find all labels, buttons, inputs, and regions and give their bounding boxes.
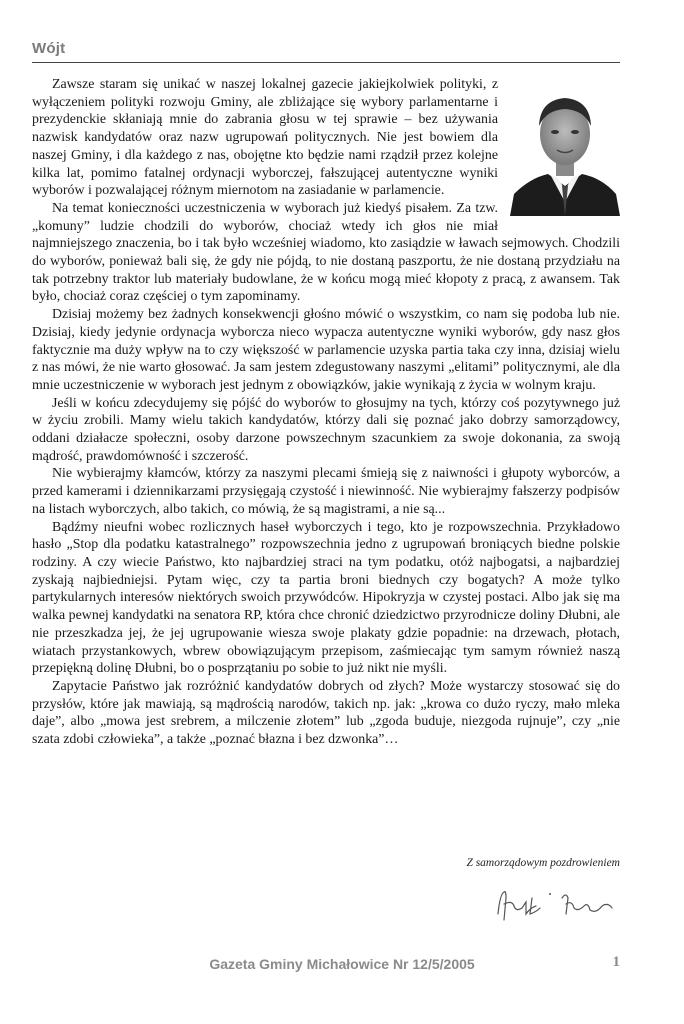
page-number: 1 [612,954,620,970]
signoff-text: Z samorządowym pozdrowieniem [466,857,620,869]
article-paragraph-3: Dzisiaj możemy bez żadnych konsekwencji głośno mówić o wszystkim, co nam się podoba lub nie. Dzisiaj, kiedy jedynie ordynacja wyborcza nieco wypacza autentyczne wyniki wyborów, gdy nasz głos faktycznie ma duży wpływ na to czy większość w parlamencie uzyska partia taka czy inna, dzisiaj wielu z nas mówi, że nie warto głosować. Ja sam jestem zdegustowany naszymi „elitami” politycznymi, ale dla mnie uczestniczenie w wyborach jest jednym z obowiązków, jakie wynikają z życia w wolnym kraju. [32,307,620,393]
article-paragraph-6: Bądźmy nieufni wobec rozlicznych haseł wyborczych i tego, kto je rozpowszechnia. Przykładowo hasło „Stop dla podatku katastralnego” rozpowszechnia jedno z ugrupowań broniących biedne polskie rodziny. A czy wiecie Państwo, kto najbardziej straci na tym podatku, otóż najbogatsi, a najbardziej zyskają najbiedniejsi. Pytam więc, czy ta partia broni biednych czy bogatych? A może tylko partykularnych interesów niektórych swoich przywódców. Hipokryzja w czystej postaci. Albo jak się ma walka pewnej kandydatki na senatora RP, która chce chronić dziedzictwo przyrodnicze doliny Dłubni, ale nie przeszkadza jej, że jej ugrupowanie wiesza swoje plakaty gdzie popadnie: na drzewach, płotach, wiatach przystankowych, wbrew obowiązującym przepisom, zaśmiecając tym samym również naszą przepiękną dolinę Dłubni, bo o posprzątaniu po sobie to już nikt nie myśli. [32,519,620,677]
article-paragraph-7: Zapytacie Państwo jak rozróżnić kandydatów dobrych od złych? Może wystarczy stosować się do przysłów, które jak mawiają, są mądrością narodów, takich np. jak: „krowa co dużo ryczy, mało mleka daje”, albo „mowa jest srebrem, a milczenie złotem” lub „zgoda buduje, niezgoda rujnuje”, czy „nie szata zdobi człowieka”, a także „poznać błazna i bez dzwonka”… [32,678,620,748]
article-paragraph-4: Jeśli w końcu zdecydujemy się pójść do wyborów to głosujmy na tych, którzy coś pozytywnego już w życiu zrobili. Mamy wielu takich kandydatów, którzy dali się poznać jako dobrzy samorządowcy, oddani działacze społeczni, osoby darzone powszechnym szacunkiem za swoje dokonania, za swoją mądrość, prawdomówność i szczerość. [32,395,620,464]
signature-icon [492,884,620,928]
article-body [32,76,620,749]
article-paragraph-5: Nie wybierajmy kłamców, którzy za naszymi plecami śmieją się z naiwności i głupoty wyborców, a przed kamerami i dziennikarzami przysięgają czystość i niewinność. Nie wybierajmy fałszerzy podpisów na listach wyborczych, albo takich, co mówią, że są magistrami, a nie są... [32,466,620,517]
publication-footer: Gazeta Gminy Michałowice Nr 12/5/2005 [209,956,475,972]
portrait-photo [510,82,620,216]
article-paragraph-2: Na temat konieczności uczestniczenia w wyborach już kiedyś pisałem. Za tzw. „komuny” ludzie chodzili do wyborów, chociaż wtedy ich głos nie miał najmniejszego znaczenia, bo i tak było wcześniej wiadomo, kto zasiądzie w ławach sejmowych. Chodzili do wyborów, ponieważ bali się, że gdy nie pójdą, to nie dostaną paszportu, że nie dostaną przydziału na tak potrzebny traktor lub materiały budowlane, że w końcu mogą mieć kłopoty z pracą, z awansem. Tak było, chociaż coraz częściej o tym zapominamy. [32,200,620,305]
section-title: Wójt [32,40,66,57]
article-paragraph-1: Zawsze staram się unikać w naszej lokalnej gazecie jakiejkolwiek polityki, z wyłączeniem polityki rozwoju Gminy, ale zbliżające się wybory parlamentarne i prezydenckie skłaniają mnie do zabrania głosu w tej sprawie – bez używania nazwisk kandydatów oraz nazw ugrupowań politycznych. Nie jest bowiem dla naszej Gminy, i dla każdego z nas, obojętne kto będzie nami rządził przez kolejne kilka lat, pomimo fatalnej ordynacji wyborczej, fałszującej autentyczne wyniki wyborów i pozwalającej różnym miernotom na zasiadanie w parlamencie. [32,77,498,199]
header-divider [32,62,620,63]
